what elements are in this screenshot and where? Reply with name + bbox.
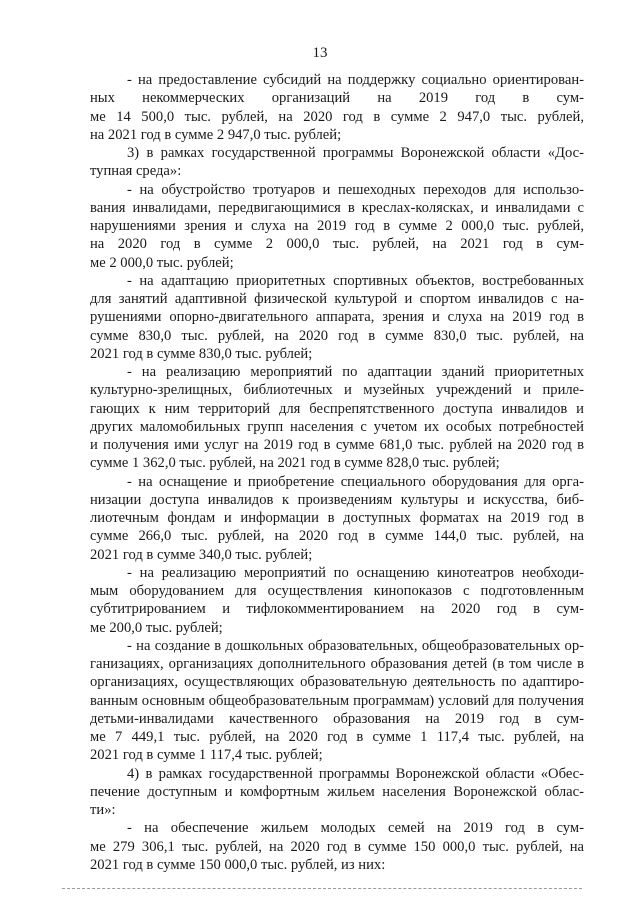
text-line: и получения ими услуг на 2019 год в сумме 681,0 тыс. рублей на 2020 год в [90, 437, 584, 453]
text-line: - на оснащение и приобретение специального оборудования для орга- [127, 473, 584, 490]
text-line: 2021 год в сумме 1 117,4 тыс. рублей; [90, 747, 323, 764]
text-line: ванным основным общеобразовательным программам) условий для получения [90, 692, 584, 709]
text-line: лиотечным фондам и информации в доступных форматах на 2019 год в [90, 510, 584, 526]
document-body [90, 71, 584, 874]
text-line: сумме 266,0 тыс. рублей, на 2020 год в сумме 144,0 тыс. рублей, на [90, 528, 584, 545]
text-line: ных некоммерческих организаций на 2019 год в сум- [90, 90, 584, 107]
text-line: ме 279 306,1 тыс. рублей, на 2020 год в сумме 150 000,0 тыс. рублей, на [90, 838, 584, 855]
text-line: ме 200,0 тыс. рублей; [90, 619, 223, 636]
text-line: - на создание в дошкольных образовательных, общеобразовательных ор- [127, 637, 584, 654]
text-line: - на реализацию мероприятий по адаптации зданий приоритетных [127, 364, 584, 380]
text-line: низации доступа инвалидов к произведениям культуры и искусства, биб- [90, 491, 584, 508]
text-line: 2021 год в сумме 830,0 тыс. рублей; [90, 345, 313, 362]
text-line: ме 14 500,0 тыс. рублей, на 2020 год в сумме 2 947,0 тыс. рублей, [90, 108, 584, 125]
text-line: 3) в рамках государственной программы Воронежской области «Дос- [127, 145, 584, 161]
text-line: организациях, осуществляющих образовательную деятельность по адаптиро- [90, 674, 584, 691]
text-line: - на реализацию мероприятий по оснащению кинотеатров необходи- [127, 564, 584, 581]
text-line: вания инвалидами, передвигающимися в креслах-колясках, и инвалидами с [90, 199, 584, 216]
text-line: сумме 830,0 тыс. рублей, на 2020 год в сумме 830,0 тыс. рублей, на [90, 327, 584, 344]
text-line: - на обеспечение жильем молодых семей на 2019 год в сум- [127, 820, 584, 837]
text-line: гающих к ним территорий для беспрепятственного доступа инвалидов и [90, 400, 584, 417]
text-line: для занятий адаптивной физической культурой и спортом инвалидов с на- [90, 291, 584, 307]
text-line: 4) в рамках государственной программы Воронежской области «Обес- [127, 765, 584, 782]
text-line: других маломобильных групп населения с учетом их особых потребностей [90, 418, 584, 435]
text-line: - на предоставление субсидий на поддержку социально ориентирован- [127, 72, 584, 88]
text-line: мым оборудованием для осуществления кинопоказов с подготовленным [90, 583, 584, 599]
text-line: сумме 1 362,0 тыс. рублей, на 2021 год в сумме 828,0 тыс. рублей; [90, 455, 500, 472]
text-line: детьми-инвалидами качественного образования на 2019 год в сум- [90, 710, 584, 727]
text-line: культурно-зрелищных, библиотечных и музейных учреждений и приле- [90, 382, 584, 399]
text-line: ганизациях, организациях дополнительного образования детей (в том числе в [90, 656, 584, 672]
text-line: тупная среда»: [90, 163, 182, 180]
text-line: нарушениями зрения и слуха на 2019 год в сумме 2 000,0 тыс. рублей, [90, 218, 584, 234]
text-line: - на адаптацию приоритетных спортивных объектов, востребованных [127, 272, 584, 289]
text-line: печение доступным и комфортным жильем населения Воронежской облас- [90, 783, 584, 800]
text-line: на 2020 год в сумме 2 000,0 тыс. рублей, на 2021 год в сум- [90, 236, 584, 253]
text-line: ти»: [90, 802, 116, 818]
text-line: субтитрированием и тифлокомментированием на 2020 год в сум- [90, 601, 584, 618]
text-line: рушениями опорно-двигательного аппарата, зрения и слуха на 2019 год в [90, 309, 584, 326]
page-number: 13 [312, 45, 328, 61]
text-line: ме 2 000,0 тыс. рублей; [90, 254, 234, 271]
text-line: ме 7 449,1 тыс. рублей, на 2020 год в сумме 1 117,4 тыс. рублей, на [90, 729, 584, 745]
page-bottom-rule [62, 888, 582, 889]
text-line: на 2021 год в сумме 2 947,0 тыс. рублей; [90, 126, 342, 143]
text-line: 2021 год в сумме 150 000,0 тыс. рублей, из них: [90, 856, 386, 873]
text-line: - на обустройство тротуаров и пешеходных переходов для использо- [127, 181, 584, 198]
text-line: 2021 год в сумме 340,0 тыс. рублей; [90, 546, 313, 563]
